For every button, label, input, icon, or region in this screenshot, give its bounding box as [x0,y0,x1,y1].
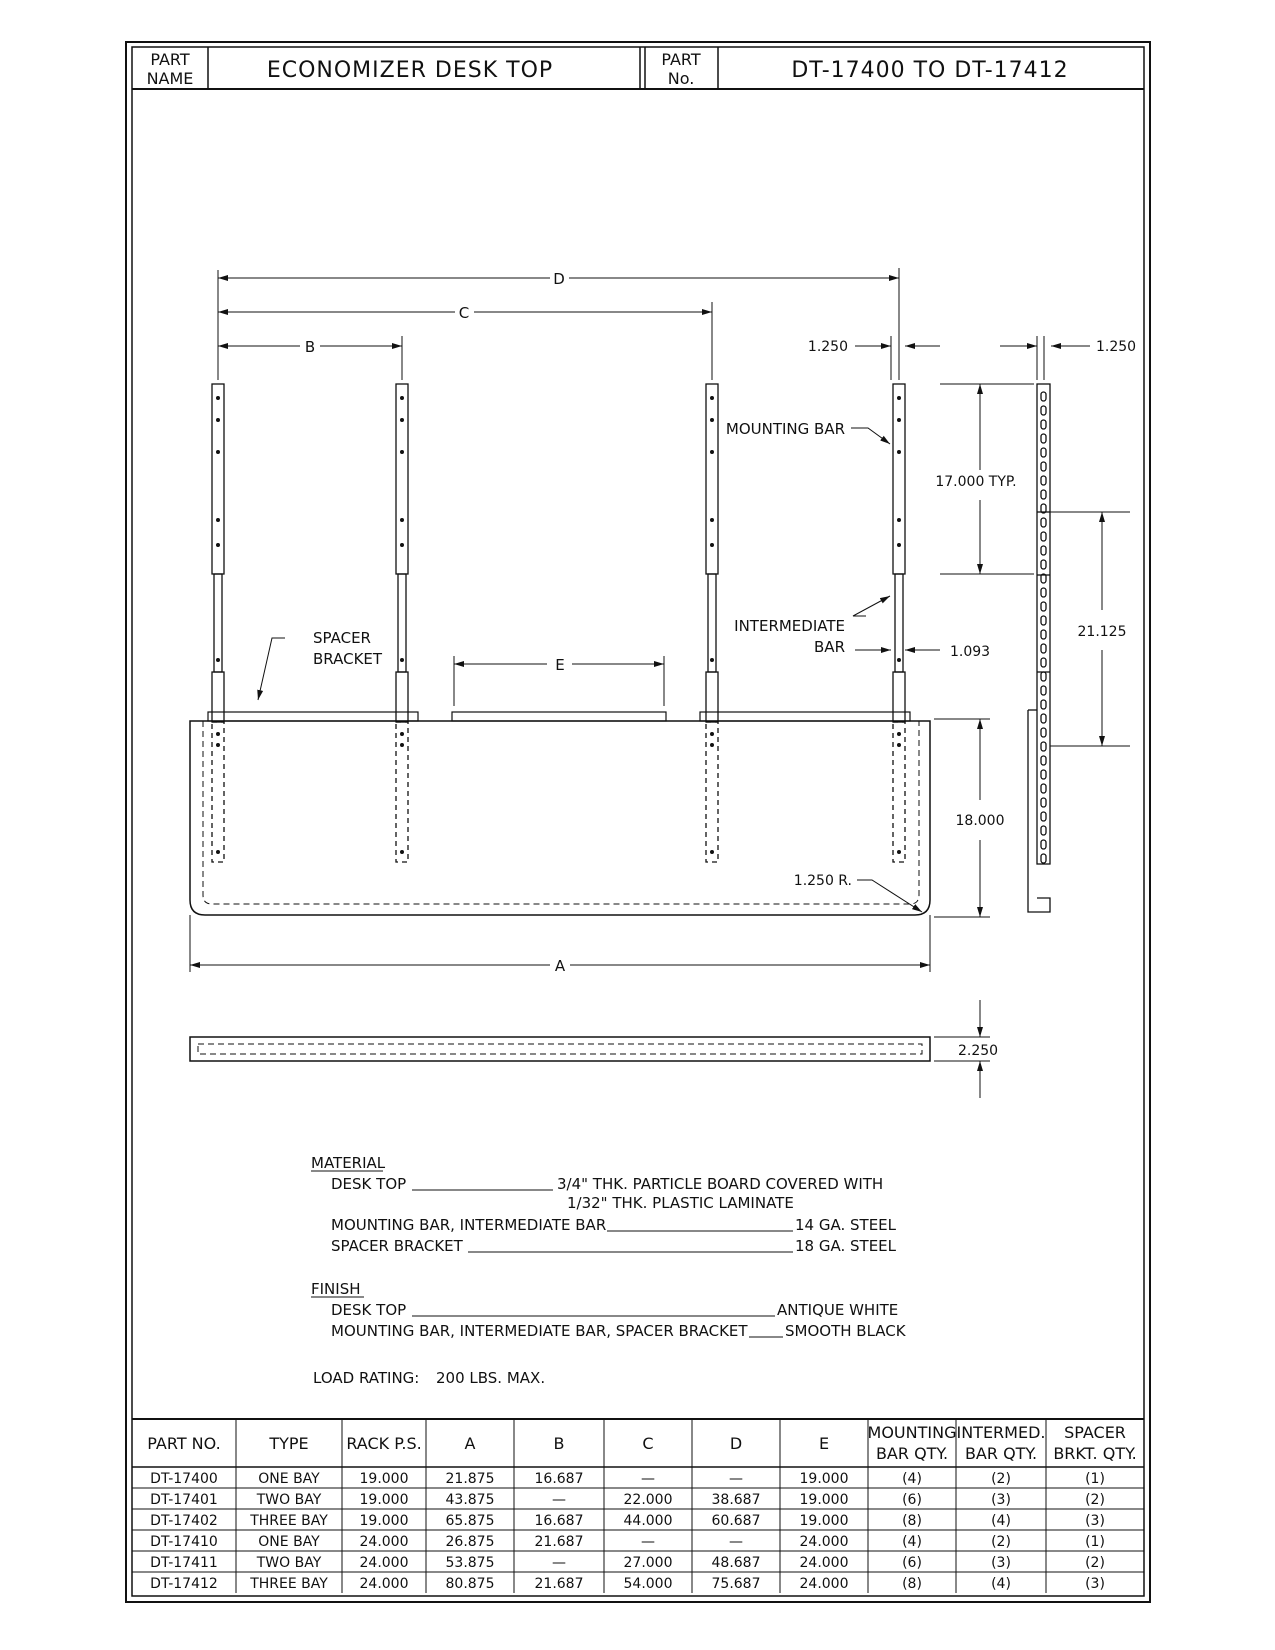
table-cell: (1) [1085,1471,1105,1487]
mounting-bar [212,384,224,862]
table-cell: (4) [991,1576,1011,1592]
table-cell: 48.687 [711,1555,761,1571]
table-cell: 19.000 [799,1513,849,1529]
finish-hardware: MOUNTING BAR, INTERMEDIATE BAR, SPACER BRACKET [331,1322,748,1340]
side-slot [1041,560,1046,569]
side-slot [1041,742,1046,751]
desk-top-edge-view [190,1037,930,1061]
table-cell: 16.687 [534,1471,584,1487]
table-cell: (2) [991,1471,1011,1487]
table-cell: 22.000 [623,1492,673,1508]
table-cell: 19.000 [799,1471,849,1487]
table-cell: THREE BAY [250,1513,328,1529]
table-cell: 21.687 [534,1576,584,1592]
part-no-label-2: No. [667,69,695,88]
table-cell: 24.000 [359,1534,409,1550]
side-slot [1041,434,1046,443]
side-slot [1041,826,1046,835]
table-cell: (4) [902,1471,922,1487]
side-slot [1041,406,1046,415]
mounting-bar [706,384,718,862]
table-cell: — [552,1492,566,1508]
side-slot [1041,854,1046,863]
table-cell: ONE BAY [258,1471,320,1487]
table-cell: TWO BAY [256,1492,322,1508]
material-desk-top: DESK TOP [331,1175,407,1193]
side-slot [1041,420,1046,429]
material-spacer: SPACER BRACKET [331,1237,463,1255]
table-cell: (8) [902,1576,922,1592]
table-cell: (3) [1085,1513,1105,1529]
table-header-cell: SPACER [1064,1423,1126,1442]
finish-heading: FINISH [311,1280,361,1298]
table-cell: 21.875 [445,1471,495,1487]
table-header-cell: TYPE [269,1434,309,1453]
table-cell: (4) [902,1534,922,1550]
finish-desk-top-spec: ANTIQUE WHITE [777,1301,899,1319]
dim-bar-width-front: 1.250 [807,339,848,355]
dimension-lines [190,268,1130,1098]
table-cell: DT-17410 [150,1534,218,1550]
table-header-cell: C [642,1434,654,1453]
dim-a-label: A [554,957,566,975]
table-cell: 60.687 [711,1513,761,1529]
callout-spacer-bracket-1: SPACER [313,629,371,647]
side-slot [1041,602,1046,611]
dim-radius: 1.250 R. [793,873,852,889]
dim-e-label: E [555,656,565,674]
table-cell: 75.687 [711,1576,761,1592]
table-header-cell: BAR QTY. [875,1444,949,1463]
table-cell: DT-17411 [150,1555,218,1571]
mounting-bar [893,384,905,862]
part-no-label-1: PART [661,50,701,69]
table-cell: 38.687 [711,1492,761,1508]
material-desk-top-spec-2: 1/32" THK. PLASTIC LAMINATE [567,1194,794,1212]
side-view-bar [1028,384,1050,912]
table-cell: — [552,1555,566,1571]
side-slot [1041,490,1046,499]
side-slot [1041,518,1046,527]
dimension-labels [305,270,1136,1059]
table-cell: TWO BAY [256,1555,322,1571]
material-desk-top-spec-1: 3/4" THK. PARTICLE BOARD COVERED WITH [557,1175,884,1193]
dim-depth: 18.000 [955,813,1005,829]
table-cell: 44.000 [623,1513,673,1529]
table-cell: 24.000 [799,1534,849,1550]
dim-slot-spacing: 17.000 TYP. [935,474,1017,490]
title-block [132,47,1144,89]
table-cell: 24.000 [799,1576,849,1592]
material-spacer-spec: 18 GA. STEEL [795,1237,897,1255]
table-cell: (3) [991,1492,1011,1508]
part-name-value: ECONOMIZER DESK TOP [266,58,554,83]
table-cell: — [729,1534,743,1550]
table-cell: 21.687 [534,1534,584,1550]
side-slot [1041,812,1046,821]
table-cell: (3) [1085,1576,1105,1592]
side-slot [1041,756,1046,765]
table-header-cell: E [818,1434,830,1453]
table-cell: 65.875 [445,1513,495,1529]
table-cell: (2) [991,1534,1011,1550]
table-header-cell: MOUNTING [867,1423,957,1442]
table-header-cell: B [553,1434,565,1453]
side-slot [1041,616,1046,625]
table-cell: 19.000 [359,1471,409,1487]
mounting-bar [396,384,408,862]
table-cell: — [729,1471,743,1487]
table-header-cell: INTERMED. [956,1423,1046,1442]
table-cell: (6) [902,1492,922,1508]
table-cell: 24.000 [359,1576,409,1592]
table-cell: 80.875 [445,1576,495,1592]
part-name-label-1: PART [150,50,190,69]
table-header-cell: BAR QTY. [964,1444,1038,1463]
table-cell: 19.000 [799,1492,849,1508]
parts-table [132,1419,1144,1593]
table-cell: DT-17400 [150,1471,218,1487]
table-cell: 26.875 [445,1534,495,1550]
dim-b-label: B [304,338,316,356]
dim-intermediate-offset: 1.093 [950,644,991,660]
table-cell: 53.875 [445,1555,495,1571]
callout-spacer-bracket-2: BRACKET [313,650,383,668]
table-cell: 43.875 [445,1492,495,1508]
dim-d-label: D [553,270,565,288]
table-cell: 27.000 [623,1555,673,1571]
table-cell: (3) [991,1555,1011,1571]
side-slot [1041,644,1046,653]
table-cell: (2) [1085,1492,1105,1508]
table-header-cell: BRKT. QTY. [1053,1444,1137,1463]
table-cell: 54.000 [623,1576,673,1592]
table-cell: THREE BAY [250,1576,328,1592]
finish-desk-top: DESK TOP [331,1301,407,1319]
notes [311,1154,907,1387]
dim-bar-width-side: 1.250 [1096,339,1137,355]
finish-hardware-spec: SMOOTH BLACK [785,1322,906,1340]
table-cell: 16.687 [534,1513,584,1529]
table-header-cell: A [464,1434,476,1453]
side-slot [1041,840,1046,849]
load-rating-value: 200 LBS. MAX. [436,1369,546,1387]
callout-intermediate-bar-2: BAR [814,638,845,656]
side-slot [1041,448,1046,457]
callout-intermediate-bar-1: INTERMEDIATE [734,617,845,635]
table-cell: — [641,1471,655,1487]
table-cell: DT-17402 [150,1513,218,1529]
side-slot [1041,588,1046,597]
callout-mounting-bar: MOUNTING BAR [725,420,845,438]
side-slot [1041,728,1046,737]
side-slot [1041,658,1046,667]
table-header-cell: PART NO. [147,1434,221,1453]
dim-bar-span: 21.125 [1077,624,1127,640]
table-cell: DT-17412 [150,1576,218,1592]
table-cell: (8) [902,1513,922,1529]
part-name-label-2: NAME [146,69,194,88]
table-cell: (4) [991,1513,1011,1529]
table-header-cell: RACK P.S. [346,1434,422,1453]
material-bars: MOUNTING BAR, INTERMEDIATE BAR [331,1216,607,1234]
material-bars-spec: 14 GA. STEEL [795,1216,897,1234]
table-cell: 24.000 [799,1555,849,1571]
side-slot [1041,700,1046,709]
side-slot [1041,672,1046,681]
side-slot [1041,714,1046,723]
side-slot [1041,546,1046,555]
table-cell: (2) [1085,1555,1105,1571]
dim-thickness: 2.250 [958,1043,999,1059]
table-cell: (6) [902,1555,922,1571]
side-slot [1041,462,1046,471]
side-slot [1041,630,1046,639]
table-cell: DT-17401 [150,1492,218,1508]
table-cell: 19.000 [359,1492,409,1508]
side-slot [1041,532,1046,541]
side-slot [1041,770,1046,779]
side-slot [1041,798,1046,807]
load-rating-label: LOAD RATING: [313,1369,420,1387]
table-header-cell: D [729,1434,743,1453]
table-cell: — [641,1534,655,1550]
material-heading: MATERIAL [311,1154,386,1172]
side-slot [1041,476,1046,485]
table-cell: (1) [1085,1534,1105,1550]
table-cell: ONE BAY [258,1534,320,1550]
side-slot [1041,392,1046,401]
part-no-value: DT-17400 TO DT-17412 [791,58,1069,83]
side-slot [1041,784,1046,793]
dim-c-label: C [458,304,470,322]
table-cell: 19.000 [359,1513,409,1529]
side-slot [1041,686,1046,695]
table-cell: 24.000 [359,1555,409,1571]
